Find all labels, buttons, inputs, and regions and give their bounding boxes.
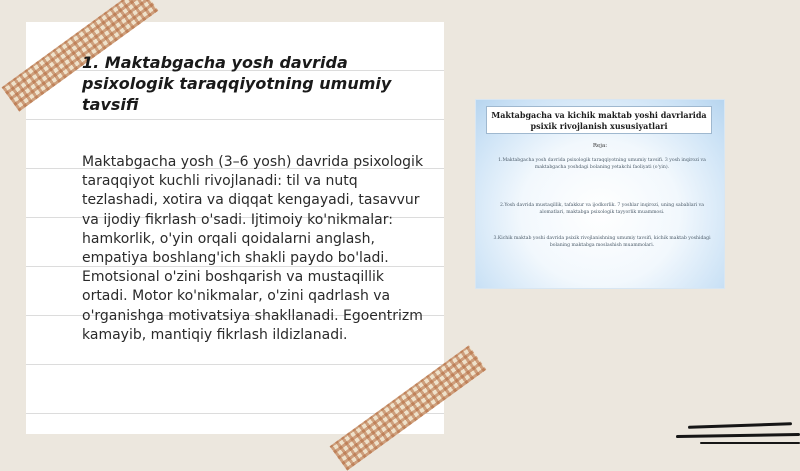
decorative-line bbox=[688, 422, 792, 429]
card-plan-item: 1.Maktabgacha yosh davrida psixologik taraqqiyotning umumiy tavsifi. 3 yosh inqirozi va maktabgacha yoshdagi bolaning yetakchi faoliyati (o'yin). bbox=[498, 158, 706, 170]
decorative-line bbox=[700, 442, 800, 444]
card-plan-heading: Reja: bbox=[592, 143, 608, 149]
plan-image-card bbox=[476, 100, 724, 288]
card-plan-item: 3.Kichik maktab yoshi davrida psixik rivojlanishning umumiy tavsifi, kichik maktab yoshidagi bolaning maktabga moslashish muammolari. bbox=[493, 236, 711, 248]
card-title: Maktabgacha va kichik maktab yoshi davrlarida psixik rivojlanish xususiyatlari bbox=[486, 106, 712, 134]
slide-title: 1. Maktabgacha yosh davrida psixologik taraqqiyotning umumiy tavsifi bbox=[82, 53, 392, 114]
card-plan-item: 2.Yosh davrida mustaqillik, tafakkur va ijodkorlik. 7 yoshlar inqirozi, uning sabablari va alomatlari, maktabga psixologik tayyorlik muammosi. bbox=[499, 203, 705, 215]
decorative-line bbox=[676, 433, 800, 438]
slide-body-text: Maktabgacha yosh (3–6 yosh) davrida psixologik taraqqiyot kuchli rivojlanadi: til va nutq tezlashadi, xotira va diqqat kengayadi, tasavvur va ijodiy fikrlash o'sadi. Ijtimoiy ko'nikmalar: hamkorlik, o'yin orqali qoidalarni anglash, empatiya boshlang'ich shakli paydo bo'ladi. Emotsional o'zini boshqarish va mustaqillik ortadi. Motor ko'nikmalar, o'zini qadrlash va o'rganishga motivatsiya shakllanadi. Egoentrizm kamayib, mantiqiy fikrlash ildizlanadi. bbox=[82, 154, 424, 343]
